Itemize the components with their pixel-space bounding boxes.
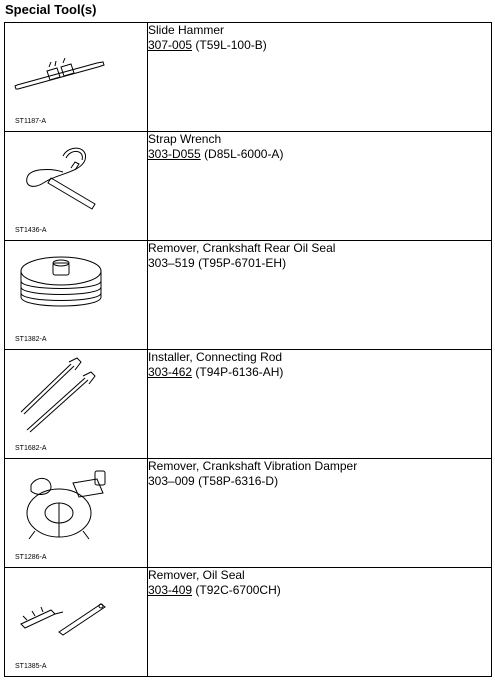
tool-number-line [148, 256, 491, 271]
special-tools-table [4, 22, 492, 677]
tool-ref: (T92C-6700CH) [195, 583, 281, 597]
tool-name: Remover, Oil Seal [148, 568, 245, 582]
image-code: ST1436-A [15, 227, 47, 234]
tool-number-line [148, 147, 491, 162]
tool-number: 303–519 [148, 256, 195, 270]
table-row [5, 23, 492, 132]
tool-description [148, 459, 492, 568]
image-code: ST1682-A [15, 445, 47, 452]
table-row [5, 568, 492, 677]
damper-remover-icon [11, 465, 141, 545]
tool-number-link[interactable]: 307-005 [148, 38, 193, 52]
strap-wrench-icon [11, 138, 141, 218]
tool-name: Remover, Crankshaft Rear Oil Seal [148, 241, 336, 255]
image-code: ST1385-A [15, 663, 47, 670]
tool-image-cell [5, 350, 148, 459]
tool-image-cell [5, 459, 148, 568]
tool-description [148, 568, 492, 677]
tool-description [148, 132, 492, 241]
tool-name: Remover, Crankshaft Vibration Damper [148, 459, 358, 473]
tool-ref: (T59L-100-B) [195, 38, 267, 52]
tool-ref: (T95P-6701-EH) [198, 256, 287, 270]
image-code: ST1382-A [15, 336, 47, 343]
tool-ref: (T58P-6316-D) [198, 474, 279, 488]
tool-number-line [148, 365, 491, 380]
tool-image-cell [5, 241, 148, 350]
tool-number-line [148, 583, 491, 598]
seal-remover-icon [11, 247, 141, 327]
table-row [5, 241, 492, 350]
tool-ref: (T94P-6136-AH) [195, 365, 284, 379]
tool-description [148, 23, 492, 132]
tool-image-cell [5, 23, 148, 132]
tool-number-line [148, 474, 491, 489]
tool-description [148, 241, 492, 350]
table-row [5, 350, 492, 459]
table-row [5, 132, 492, 241]
table-row [5, 459, 492, 568]
tool-image-cell [5, 132, 148, 241]
slide-hammer-icon [11, 29, 141, 109]
tool-number-link[interactable]: 303-D055 [148, 147, 201, 161]
page-title: Special Tool(s) [5, 2, 97, 17]
tool-name: Strap Wrench [148, 132, 222, 146]
tool-number-link[interactable]: 303-409 [148, 583, 193, 597]
tool-number: 303–009 [148, 474, 195, 488]
tool-name: Installer, Connecting Rod [148, 350, 283, 364]
tool-number-link[interactable]: 303-462 [148, 365, 193, 379]
tool-ref: (D85L-6000-A) [204, 147, 284, 161]
tool-number-line [148, 38, 491, 53]
image-code: ST1187-A [15, 118, 46, 125]
tool-description [148, 350, 492, 459]
connecting-rod-installer-icon [11, 356, 141, 436]
tool-image-cell [5, 568, 148, 677]
oil-seal-remover-icon [11, 574, 141, 654]
image-code: ST1286-A [15, 554, 47, 561]
tool-name: Slide Hammer [148, 23, 225, 37]
